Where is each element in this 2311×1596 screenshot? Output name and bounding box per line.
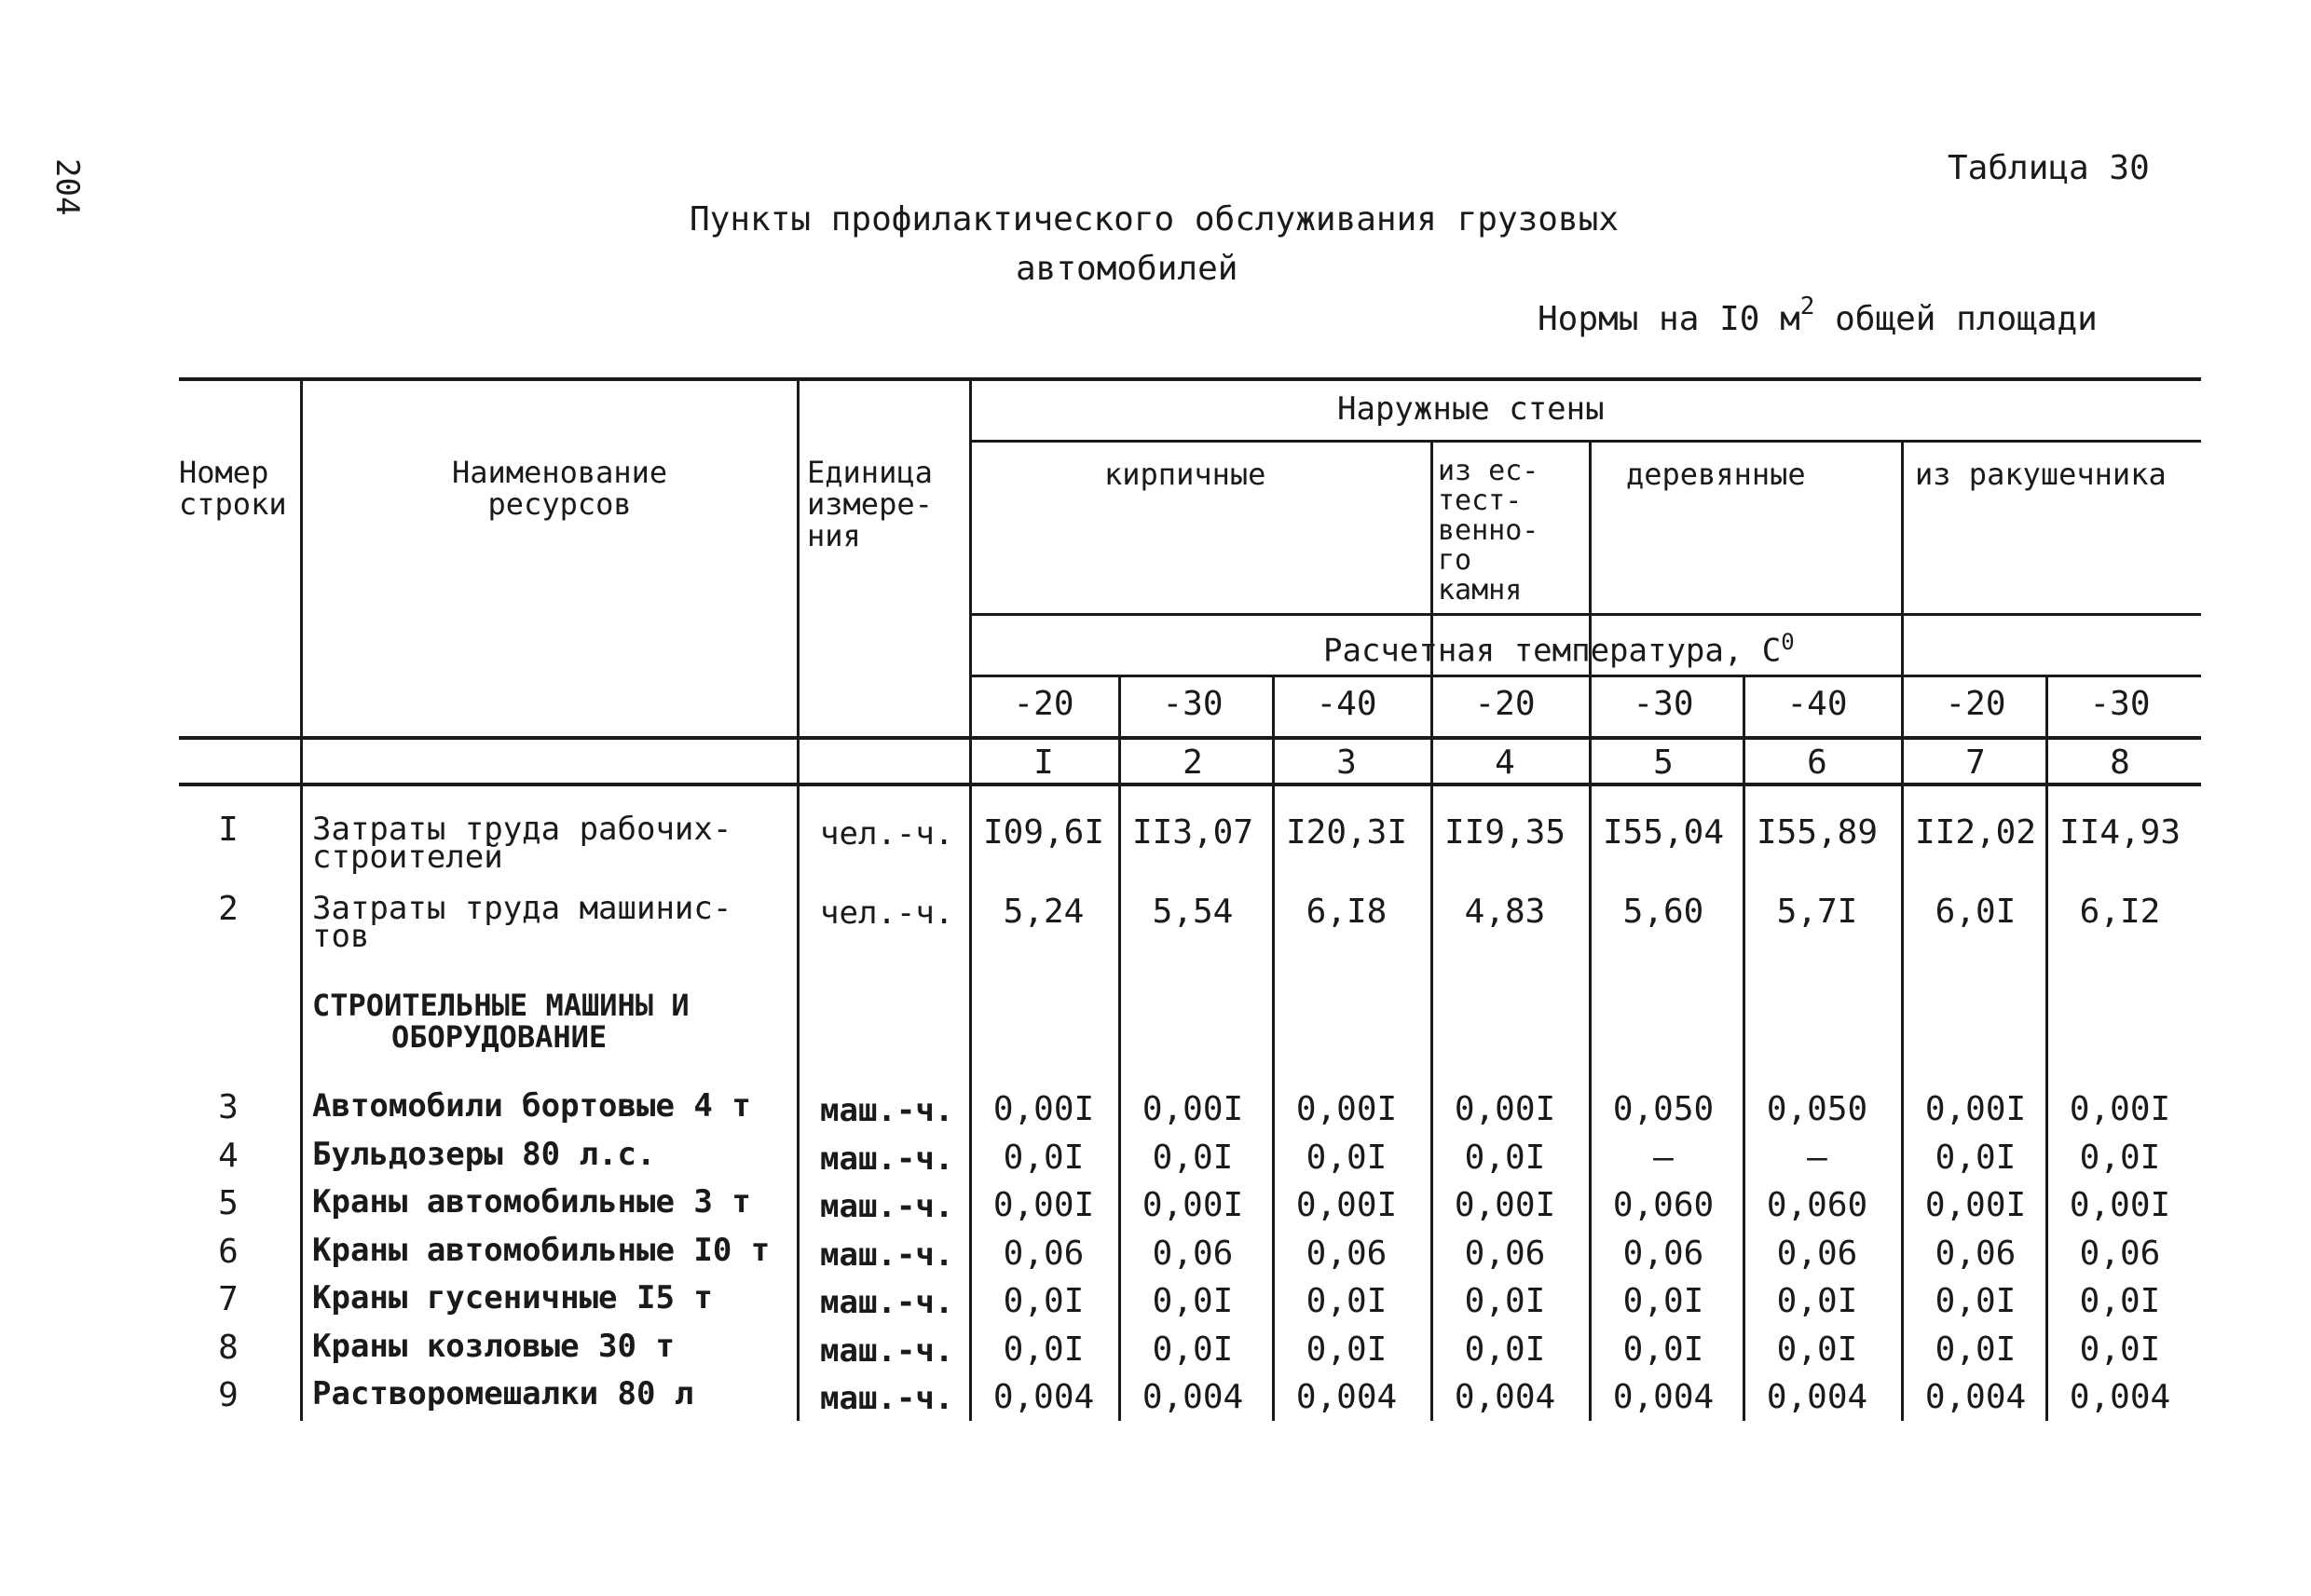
rule-temp-label [969,613,2201,616]
row-value-5: – [1653,1139,1674,1177]
header-wooden: деревянные [1626,457,1806,492]
header-unit-line-2: измере- [807,486,933,522]
row-value-3: 0,0I [1306,1139,1388,1177]
row-name: Автомобили бортовые 4 т [312,1087,751,1125]
header-stone-line-3: венно- [1438,514,1539,547]
row-value-5: I55,04 [1602,813,1725,852]
row-value-5: 0,050 [1612,1090,1715,1128]
colnum-5: 5 [1653,743,1674,782]
row-value-3: 6,I8 [1306,893,1388,931]
row-value-7: 0,06 [1935,1235,2017,1273]
row-value-8: 0,06 [2079,1235,2161,1273]
row-value-2: 0,00I [1142,1186,1244,1224]
row-number: 5 [218,1184,239,1222]
rule-header-bottom [179,736,2201,740]
row-value-5: 0,004 [1612,1378,1715,1416]
row-value-6: 0,06 [1776,1235,1858,1273]
row-value-1: I09,6I [982,813,1105,852]
header-stone [1438,457,1538,606]
row-value-3: 0,06 [1306,1235,1388,1273]
colnum-2: 2 [1183,743,1203,782]
row-value-2: 0,0I [1152,1139,1234,1177]
row-value-4: 0,0I [1464,1330,1546,1369]
vline-1 [300,377,303,1421]
header-unit [807,457,933,552]
row-value-6: I55,89 [1756,813,1879,852]
row-value-2: 5,54 [1152,893,1234,931]
colnum-8: 8 [2110,743,2130,782]
colnum-7: 7 [1965,743,1986,782]
header-row-no [179,457,287,520]
row-value-2: 0,0I [1152,1282,1234,1320]
row-name: Краны автомобильные I0 т [312,1232,771,1269]
row-value-8: 6,I2 [2079,893,2161,931]
header-row-no-line-1: Номер [179,455,269,490]
header-brick: кирпичные [1104,457,1266,492]
row-number: 2 [218,890,239,928]
row-unit: чел.-ч. [820,894,954,932]
vline-2 [797,377,800,1421]
row-value-8: 0,0I [2079,1139,2161,1177]
row-unit: маш.-ч. [820,1380,954,1417]
header-stone-line-5: камня [1438,574,1523,607]
row-value-3: 0,0I [1306,1282,1388,1320]
row-value-1: 0,0I [1003,1139,1085,1177]
section-heading [312,989,690,1053]
row-unit: маш.-ч. [820,1332,954,1370]
norms-caption [1538,293,2098,338]
section-heading-line-1: СТРОИТЕЛЬНЫЕ МАШИНЫ И [312,988,690,1023]
row-name: Растворомешалки 80 л [312,1375,694,1412]
row-value-6: – [1807,1139,1827,1177]
row-value-7: II2,02 [1914,813,2037,852]
row-value-8: II4,93 [2058,813,2181,852]
row-value-4: 0,004 [1454,1378,1556,1416]
section-heading-line-2: ОБОРУДОВАНИЕ [391,1019,608,1055]
row-unit: маш.-ч. [820,1236,954,1274]
page-number: 204 [48,158,86,216]
row-value-8: 0,0I [2079,1330,2161,1369]
header-row-no-line-2: строки [179,486,287,522]
row-value-6: 0,060 [1766,1186,1868,1224]
row-name-line-2: строителей [312,839,503,876]
row-value-6: 0,004 [1766,1378,1868,1416]
row-value-3: 0,004 [1295,1378,1398,1416]
row-value-1: 0,06 [1003,1235,1085,1273]
rule-top [179,377,2201,381]
row-value-4: 0,00I [1454,1186,1556,1224]
colnum-1: I [1033,743,1054,782]
row-value-5: 0,060 [1612,1186,1715,1224]
row-name-line-1: Затраты труда машинис- [312,890,732,927]
row-value-8: 0,004 [2069,1378,2171,1416]
header-shell: из ракушечника [1915,457,2167,492]
row-value-5: 0,0I [1622,1330,1704,1369]
temp-col-3: -40 [1316,685,1377,723]
row-number: 6 [218,1233,239,1271]
row-value-4: 0,0I [1464,1139,1546,1177]
header-stone-line-2: тест- [1438,484,1523,517]
row-unit: маш.-ч. [820,1092,954,1129]
row-value-4: 0,06 [1464,1235,1546,1273]
row-value-7: 0,0I [1935,1139,2017,1177]
rule-outer-walls [969,440,2201,443]
row-value-8: 0,0I [2079,1282,2161,1320]
row-name: Бульдозеры 80 л.с. [312,1136,656,1173]
row-name: Краны автомобильные 3 т [312,1183,751,1221]
row-value-8: 0,00I [2069,1090,2171,1128]
row-number: 8 [218,1329,239,1367]
row-value-7: 6,0I [1935,893,2017,931]
row-value-8: 0,00I [2069,1186,2171,1224]
row-value-7: 0,0I [1935,1282,2017,1320]
row-name [312,811,732,876]
row-number: 7 [218,1280,239,1318]
row-value-4: II9,35 [1443,813,1566,852]
header-name [452,457,667,520]
row-unit: чел.-ч. [820,815,954,853]
colnum-6: 6 [1807,743,1827,782]
colnum-3: 3 [1336,743,1357,782]
row-value-1: 0,004 [992,1378,1095,1416]
header-outer-walls: Наружные стены [1337,390,1605,428]
row-number: 4 [218,1137,239,1175]
row-value-2: 0,004 [1142,1378,1244,1416]
temp-col-6: -40 [1786,685,1848,723]
temp-col-8: -30 [2089,685,2151,723]
header-unit-line-1: Единица [807,455,933,490]
row-unit: маш.-ч. [820,1188,954,1225]
table-label: Таблица 30 [1948,149,2150,187]
header-stone-line-4: го [1438,544,1472,577]
row-value-3: 0,0I [1306,1330,1388,1369]
temp-col-2: -30 [1162,685,1224,723]
header-design-temp-text: Расчетная температура, С [1323,632,1782,670]
row-value-2: 0,0I [1152,1330,1234,1369]
row-value-1: 0,0I [1003,1282,1085,1320]
row-value-4: 0,00I [1454,1090,1556,1128]
row-value-1: 5,24 [1003,893,1085,931]
row-value-6: 0,050 [1766,1090,1868,1128]
row-value-2: II3,07 [1131,813,1254,852]
header-design-temp [1323,626,1795,670]
row-value-1: 0,0I [1003,1330,1085,1369]
row-value-2: 0,00I [1142,1090,1244,1128]
norms-superscript: 2 [1799,293,1815,321]
table-title-line-1: Пункты профилактического обслуживания грузовых [690,200,1619,239]
row-number: 3 [218,1088,239,1126]
row-value-3: 0,00I [1295,1090,1398,1128]
row-value-5: 0,0I [1622,1282,1704,1320]
header-unit-line-3: ния [807,518,861,553]
row-value-3: 0,00I [1295,1186,1398,1224]
header-name-line-2: ресурсов [487,486,632,522]
row-value-1: 0,00I [992,1186,1095,1224]
row-name [312,890,732,955]
header-name-line-1: Наименование [452,455,668,490]
row-name-line-2: тов [312,918,370,955]
rule-colnums [179,783,2201,786]
norms-tail: общей площади [1814,300,2098,338]
row-number: 9 [218,1376,239,1414]
row-value-6: 5,7I [1776,893,1858,931]
row-unit: маш.-ч. [820,1284,954,1321]
row-value-1: 0,00I [992,1090,1095,1128]
header-design-temp-sup: 0 [1781,629,1795,655]
table-title-line-2: автомобилей [1016,250,1238,288]
row-value-7: 0,00I [1924,1186,2027,1224]
row-number: I [218,811,239,849]
header-stone-line-1: из ес- [1438,455,1539,487]
row-value-2: 0,06 [1152,1235,1234,1273]
row-value-6: 0,0I [1776,1330,1858,1369]
row-value-4: 4,83 [1464,893,1546,931]
rule-temps [969,675,2201,677]
row-name-line-1: Затраты труда рабочих- [312,811,732,848]
temp-col-1: -20 [1013,685,1074,723]
row-name: Краны козловые 30 т [312,1328,675,1365]
row-value-5: 5,60 [1622,893,1704,931]
colnum-4: 4 [1495,743,1515,782]
norms-text: Нормы на I0 м [1538,300,1800,338]
row-value-5: 0,06 [1622,1235,1704,1273]
row-value-7: 0,004 [1924,1378,2027,1416]
row-value-4: 0,0I [1464,1282,1546,1320]
temp-col-4: -20 [1474,685,1536,723]
row-value-7: 0,00I [1924,1090,2027,1128]
row-value-6: 0,0I [1776,1282,1858,1320]
row-name: Краны гусеничные I5 т [312,1279,713,1316]
row-value-3: I20,3I [1285,813,1408,852]
row-value-7: 0,0I [1935,1330,2017,1369]
temp-col-7: -20 [1945,685,2006,723]
temp-col-5: -30 [1633,685,1694,723]
row-unit: маш.-ч. [820,1140,954,1178]
